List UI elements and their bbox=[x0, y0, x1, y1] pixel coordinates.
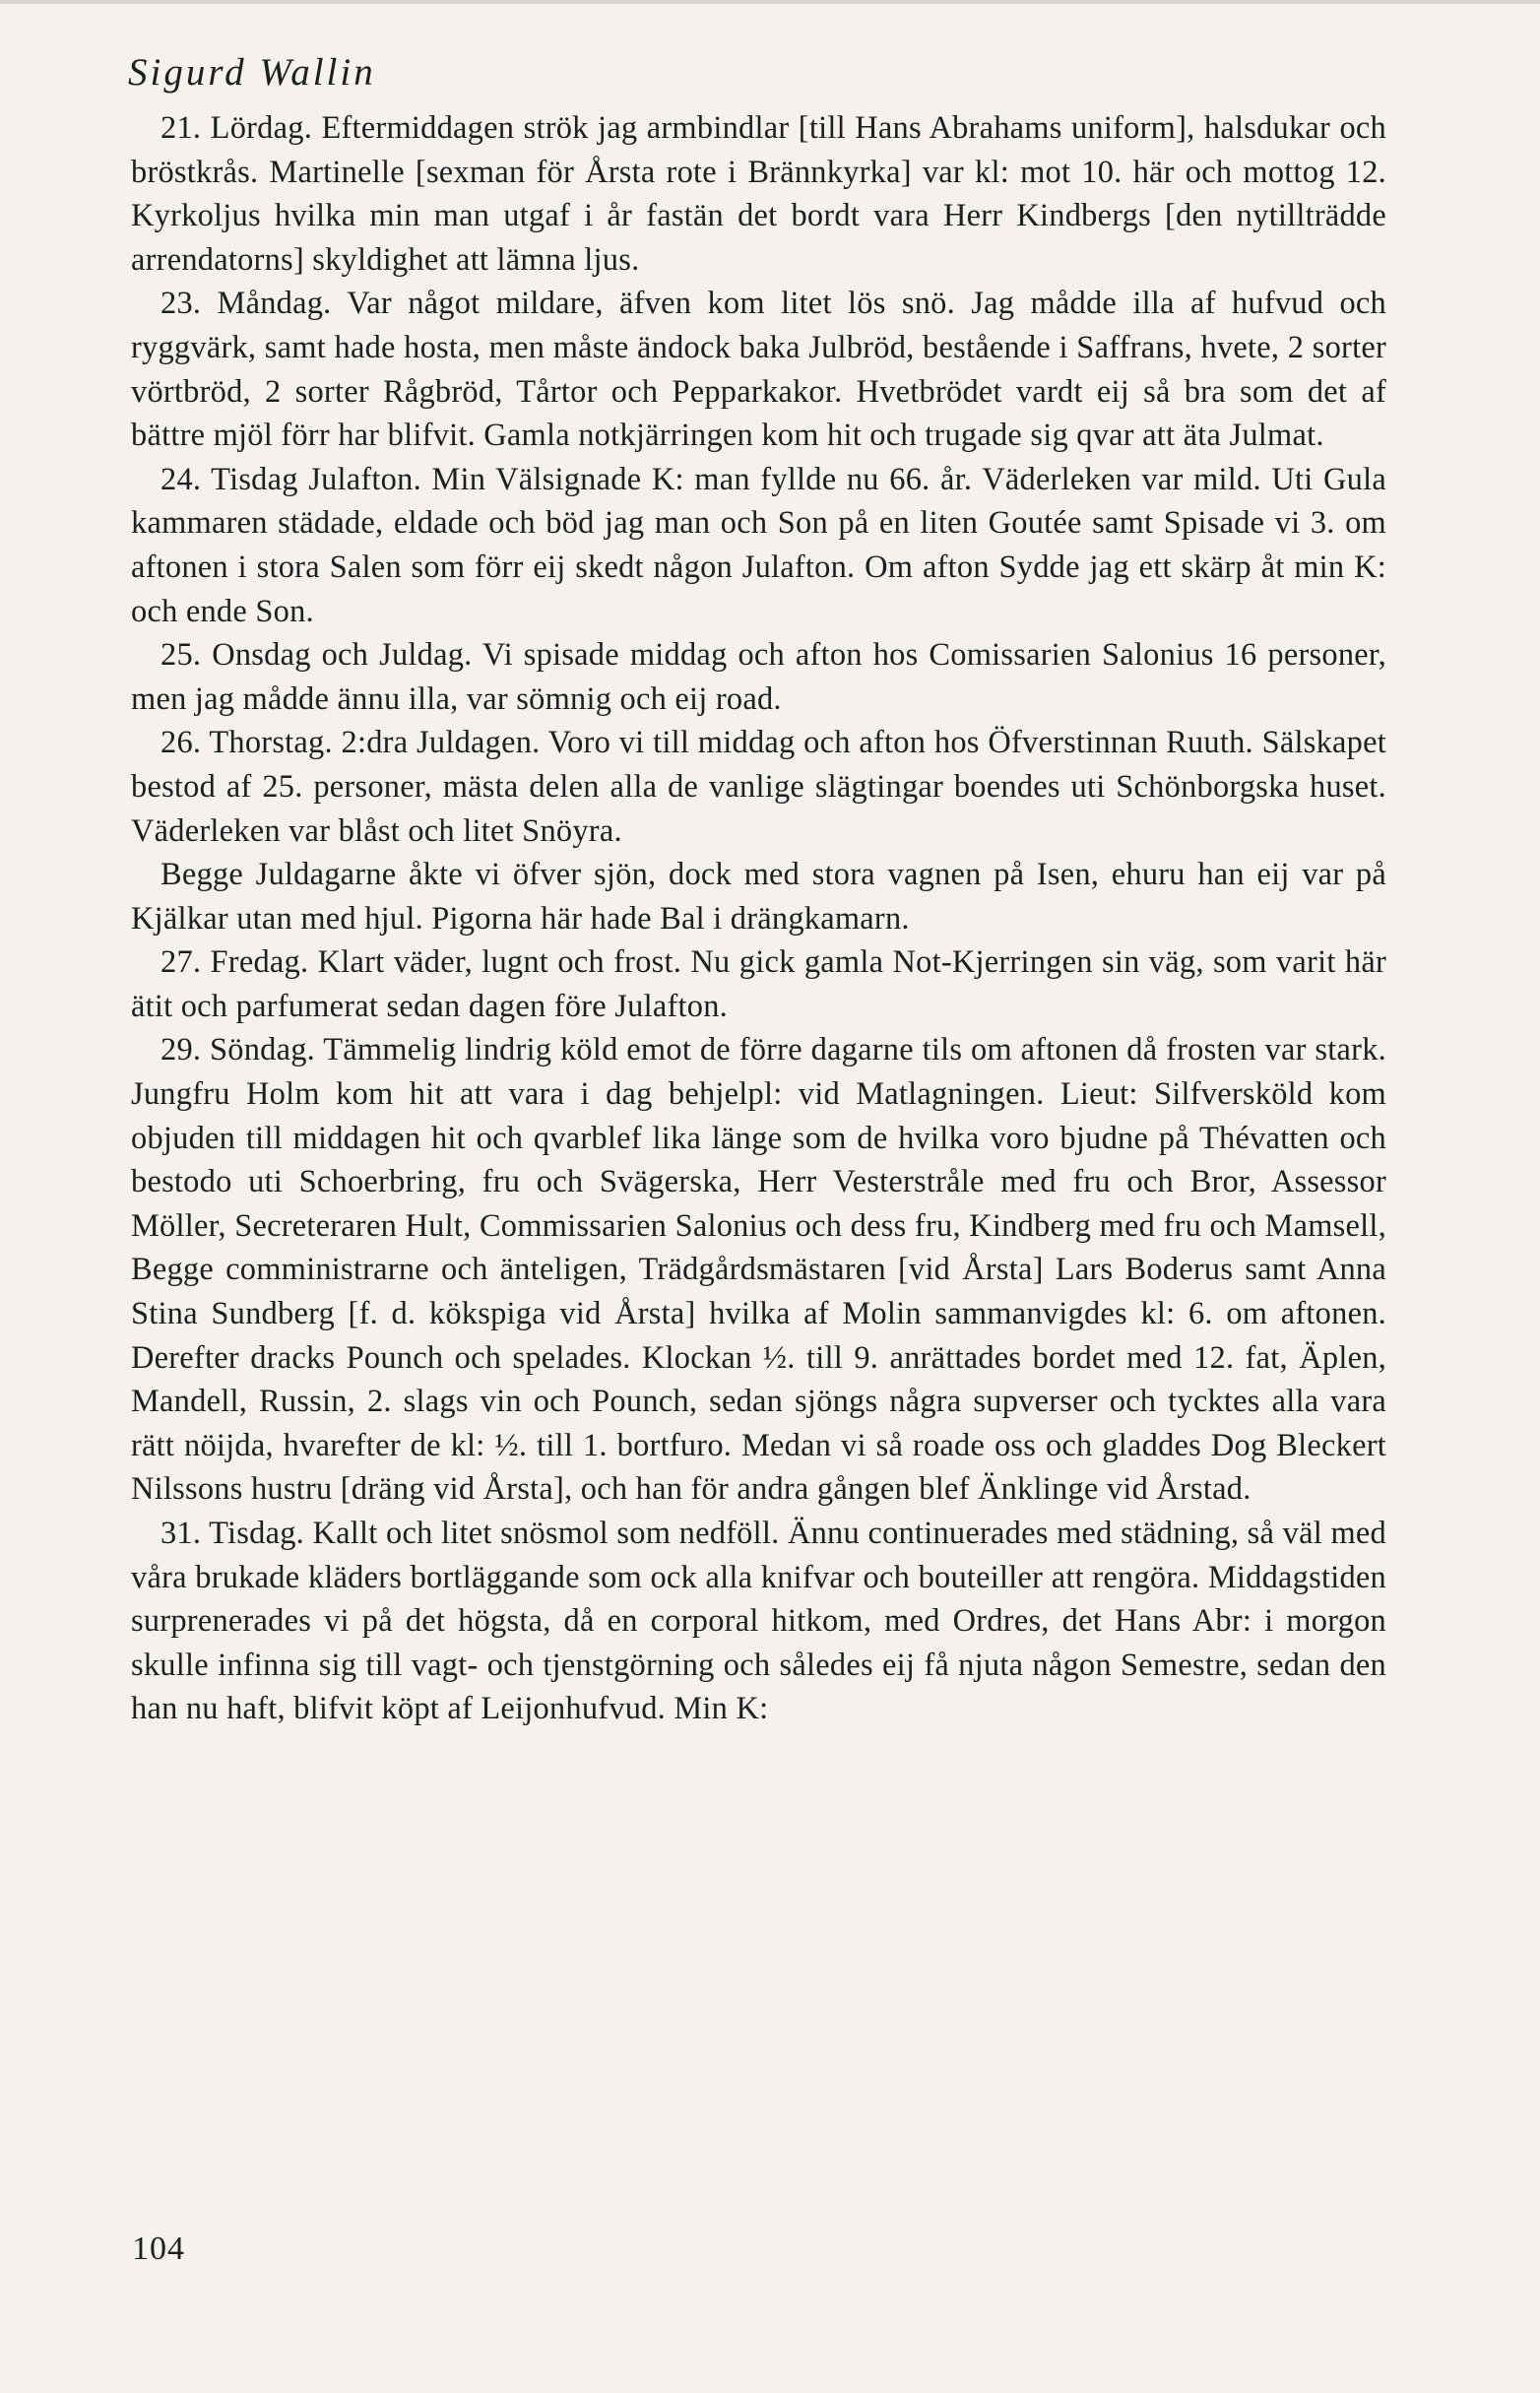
entry-31-tisdag: 31. Tisdag. Kallt och litet snösmol som nedföll. Ännu continuerades med städning, så väl med våra brukade kläders bortläggande som ock alla knifvar och bouteiller att rengöra. Middagstiden surprenerades vi på det högsta, då en corporal hitkom, med Ordres, det Hans Abr: i morgon skulle infinna sig till vagt- och tjenstgörning och således eij få njuta någon Semestre, sedan den han nu haft, blifvit köpt af Leijonhufvud. Min K: bbox=[131, 1516, 1386, 1727]
page-top-edge bbox=[0, 0, 1540, 4]
entry-21-lordag: 21. Lördag. Eftermiddagen strök jag armbindlar [till Hans Abrahams uniform], halsdukar och bröstkrås. Martinelle [sexman för Årsta rote i Brännkyrka] var kl: mot 10. här och mottog 12. Kyrkoljus hvilka min man utgaf i år fastän det bordt vara Herr Kindbergs [den nytillträdde arrendatorns] skyldighet att lämna ljus. bbox=[131, 110, 1386, 278]
entry-27-fredag: 27. Fredag. Klart väder, lugnt och frost. Nu gick gamla Not-Kjerringen sin väg, som varit här ätit och parfumerat sedan dagen före Julafton. bbox=[131, 944, 1386, 1024]
entry-25-onsdag-juldag: 25. Onsdag och Juldag. Vi spisade middag och afton hos Comissarien Salonius 16 personer, men jag mådde ännu illa, var sömnig och eij road. bbox=[131, 637, 1386, 717]
entry-26-thorstag: 26. Thorstag. 2:dra Juldagen. Voro vi till middag och afton hos Öfverstinnan Ruuth. Sälskapet bestod af 25. personer, mästa delen alla de vanlige slägtingar boendes uti Schönborgska huset. Väderleken var blåst och litet Snöyra. bbox=[131, 725, 1386, 849]
entry-23-mandag: 23. Måndag. Var något mildare, äfven kom litet lös snö. Jag mådde illa af hufvud och ryggvärk, samt hade hosta, men måste ändock baka Julbröd, bestående i Saffrans, hvete, 2 sorter vörtbröd, 2 sorter Rågbröd, Tårtor och Pepparkakor. Hvetbrödet vardt eij så bra som det af bättre mjöl förr har blifvit. Gamla notkjärringen kom hit och trugade sig qvar att äta Julmat. bbox=[131, 286, 1386, 454]
body-text bbox=[131, 106, 1386, 1731]
entry-29-sondag: 29. Söndag. Tämmelig lindrig köld emot de förre dagarne tils om aftonen då frosten var stark. Jungfru Holm kom hit att vara i dag behjelpl: vid Matlagningen. Lieut: Silfversköld kom objuden till middagen hit och qvarblef lika länge som de hvilka voro bjudne på Thévatten och bestodo uti Schoerbring, fru och Svägerska, Herr Vesterstråle med fru och Bror, Assessor Möller, Secreteraren Hult, Commissarien Salonius och dess fru, Kindberg med fru och Mamsell, Begge comministrarne och änteligen, Trädgårdsmästaren [vid Årsta] Lars Boderus samt Anna Stina Sundberg [f. d. kökspiga vid Årsta] hvilka af Molin sammanvigdes kl: 6. om aftonen. Derefter dracks Pounch och spelades. Klockan ½. till 9. anrättades bordet med 12. fat, Äplen, Mandell, Russin, 2. slags vin och Pounch, sedan sjöngs några supverser och tycktes alla vara rätt nöijda, hvarefter de kl: ½. till 1. bortfuro. Medan vi så roade oss och gladdes Dog Bleckert Nilssons hustru [dräng vid Årsta], och han för andra gången blef Änklinge vid Årstad. bbox=[131, 1032, 1386, 1508]
page-number: 104 bbox=[132, 2231, 185, 2267]
entry-24-tisdag-julafton: 24. Tisdag Julafton. Min Välsignade K: man fyllde nu 66. år. Väderleken var mild. Uti Gula kammaren städade, eldade och böd jag man och Son på en liten Goutée samt Spisade vi 3. om aftonen i stora Salen som förr eij skedt någon Julafton. Om afton Sydde jag ett skärp åt min K: och ende Son. bbox=[131, 461, 1386, 629]
running-head: Sigurd Wallin bbox=[128, 51, 376, 94]
note-begge-juldagarne: Begge Juldagarne åkte vi öfver sjön, dock med stora vagnen på Isen, ehuru han eij var på Kjälkar utan med hjul. Pigorna här hade Bal i drängkamarn. bbox=[131, 857, 1386, 937]
